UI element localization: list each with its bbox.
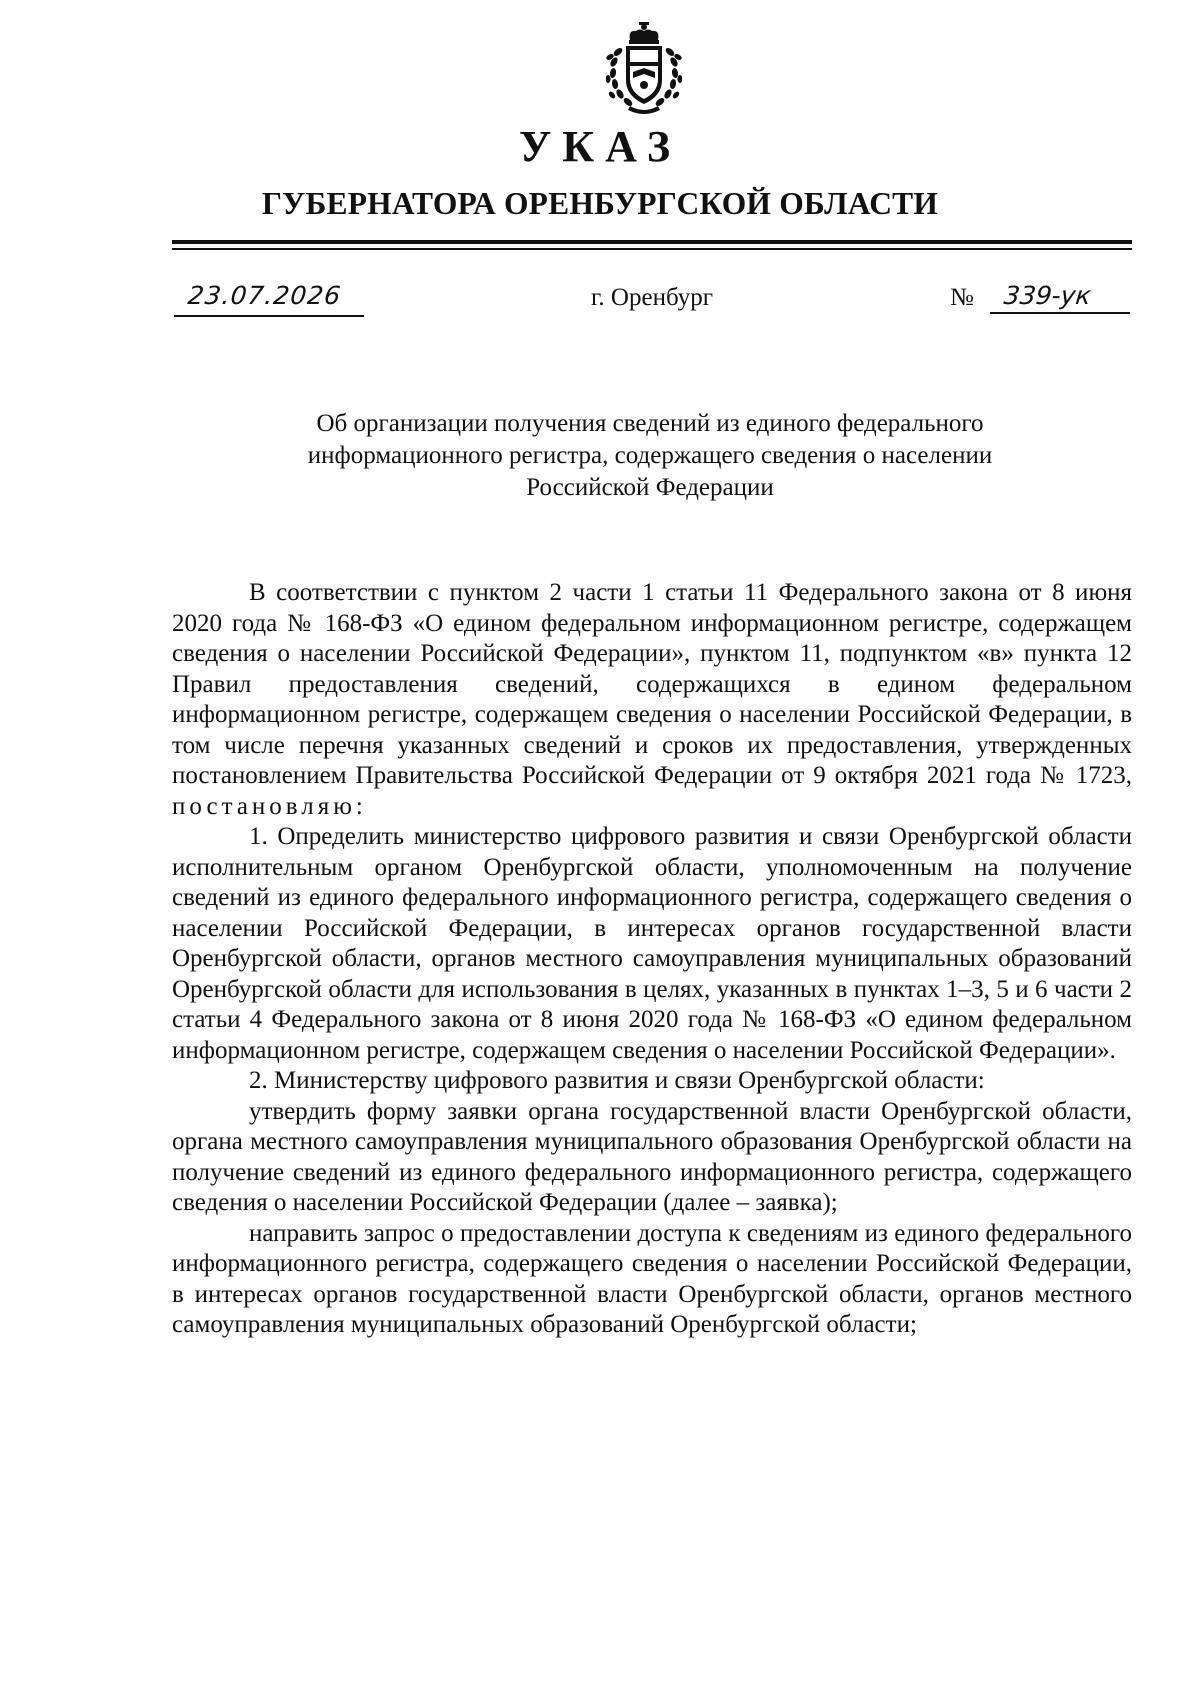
preamble-paragraph	[172, 578, 1132, 822]
item-paragraph: 2. Министерству цифрового развития и связи Оренбургской области:	[249, 1067, 985, 1094]
heading-line: Об организации получения сведений из единого федерального	[316, 410, 984, 437]
document-city: г. Оренбург	[591, 284, 713, 311]
header-rule-thick	[172, 240, 1132, 244]
header-rule-thin	[172, 248, 1132, 250]
date-number-line	[172, 278, 1132, 318]
number-underline	[990, 312, 1130, 314]
document-heading	[200, 408, 1100, 504]
document-title: УКАЗ	[518, 122, 682, 171]
number-sign: №	[950, 284, 974, 311]
item-paragraph: направить запрос о предоставлении доступа к сведениям из единого федерального информационного регистра, содержащего сведения о населении Российской Федерации, в интересах органов государственной власти Оренбургской области, органов местного самоуправления муниципальных образований Оренбургской области;	[172, 1219, 1132, 1338]
coat-of-arms-emblem	[606, 22, 682, 116]
heading-line: информационного регистра, содержащего сведения о населении	[307, 442, 993, 469]
item-paragraph: 1. Определить министерство цифрового развития и связи Оренбургской области исполнительным органом Оренбургской области, уполномоченным на получение сведений из единого федерального информационного регистра, содержащего сведения о населении Российской Федерации, в интересах органов государственной власти Оренбургской области, органов местного самоуправления муниципальных образований Оренбургской области для использования в целях, указанных в пунктах 1–3, 5 и 6 части 2 статьи 4 Федерального закона от 8 июня 2020 года № 168-ФЗ «О едином федеральном информационном регистре, содержащем сведения о населении Российской Федерации».	[172, 823, 1132, 1064]
document-date: 23.07.2026	[186, 281, 343, 310]
document-subtitle: ГУБЕРНАТОРА ОРЕНБУРГСКОЙ ОБЛАСТИ	[261, 186, 939, 221]
heading-line: Российской Федерации	[526, 474, 774, 501]
document-number: 339-ук	[1002, 281, 1093, 310]
decree-word: постановляю:	[172, 792, 367, 820]
item-paragraph: утвердить форму заявки органа государственной власти Оренбургской области, органа местного самоуправления муниципального образования Оренбургской области на получение сведений из единого федерального информационного регистра, содержащего сведения о населении Российской Федерации (далее – заявка);	[172, 1097, 1132, 1216]
document-body	[172, 578, 1132, 1341]
preamble-text: В соответствии с пунктом 2 части 1 статьи 11 Федерального закона от 8 июня 2020 года № 168-ФЗ «О едином федеральном информационном регистре, содержащем сведения о населении Российской Федерации», пунктом 11, подпунктом «в» пункта 12 Правил предоставления сведений, содержащихся в едином федеральном информационном регистре, содержащем сведения о населении Российской Федерации, в том числе перечня указанных сведений и сроков их предоставления, утвержденных постановлением Правительства Российской Федерации от 9 октября 2021 года № 1723,	[172, 579, 1132, 789]
date-underline	[174, 315, 364, 317]
